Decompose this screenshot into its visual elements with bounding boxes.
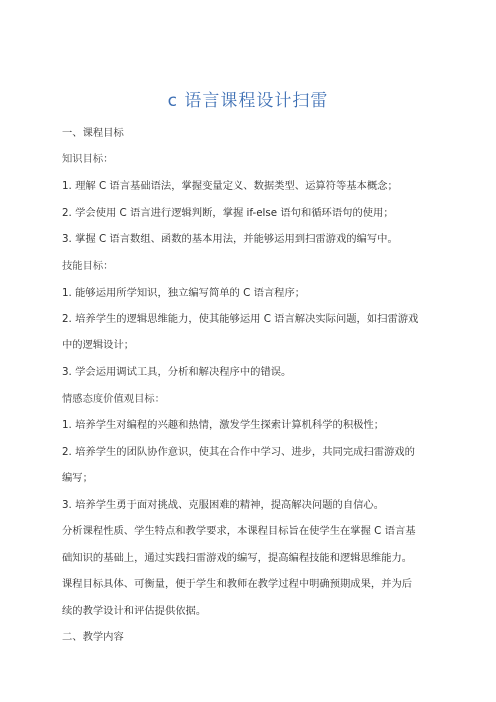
subheading-attitude-goals: 情感态度价值观目标： <box>62 393 165 405</box>
skill-goal-2-continued: 中的逻辑设计； <box>62 339 135 351</box>
knowledge-goal-2: 2. 学会使用 C 语言进行逻辑判断，掌握 if-else 语句和循环语句的使用； <box>62 207 394 219</box>
summary-paragraph-line-4: 续的教学设计和评估提供依据。 <box>62 605 207 617</box>
section-heading-teaching-content: 二、教学内容 <box>62 631 124 643</box>
summary-paragraph-line-3: 课程目标具体、可衡量，便于学生和教师在教学过程中明确预期成果，并为后 <box>62 578 413 590</box>
knowledge-goal-3: 3. 掌握 C 语言数组、函数的基本用法，并能够运用到扫雷游戏的编写中。 <box>62 233 398 245</box>
summary-paragraph-line-2: 础知识的基础上，通过实践扫雷游戏的编写，提高编程技能和逻辑思维能力。 <box>62 552 413 564</box>
skill-goal-2: 2. 培养学生的逻辑思维能力，使其能够运用 C 语言解决实际问题，如扫雷游戏 <box>62 313 419 325</box>
attitude-goal-1: 1. 培养学生对编程的兴趣和热情，激发学生探索计算机科学的积极性； <box>62 419 385 431</box>
skill-goal-3: 3. 学会运用调试工具，分析和解决程序中的错误。 <box>62 366 292 378</box>
knowledge-goal-1: 1. 理解 C 语言基础语法，掌握变量定义、数据类型、运算符等基本概念； <box>62 180 398 192</box>
attitude-goal-2-continued: 编写； <box>62 472 93 484</box>
document-title: c 语言课程设计扫雷 <box>167 91 329 111</box>
summary-paragraph-line-1: 分析课程性质、学生特点和教学要求，本课程目标旨在使学生在掌握 C 语言基 <box>62 525 416 537</box>
subheading-skill-goals: 技能目标： <box>62 260 114 272</box>
attitude-goal-2: 2. 培养学生的团队协作意识，使其在合作中学习、进步，共同完成扫雷游戏的 <box>62 446 415 458</box>
section-heading-course-goals: 一、课程目标 <box>62 127 124 139</box>
attitude-goal-3: 3. 培养学生勇于面对挑战、克服困难的精神，提高解决问题的自信心。 <box>62 499 385 511</box>
skill-goal-1: 1. 能够运用所学知识，独立编写简单的 C 语言程序； <box>62 287 306 299</box>
subheading-knowledge-goals: 知识目标： <box>62 153 114 165</box>
